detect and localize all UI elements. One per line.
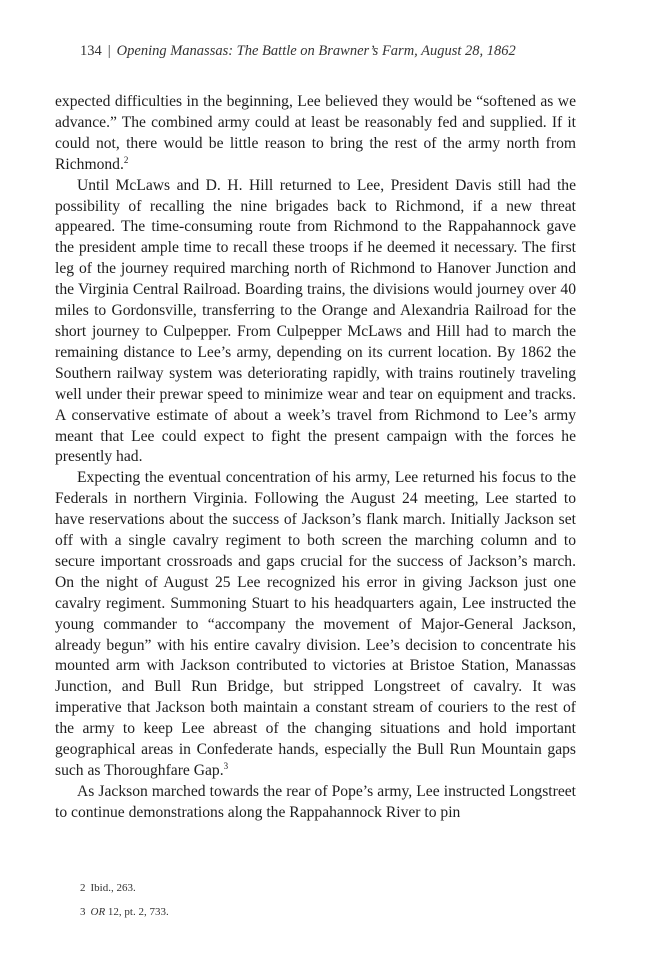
page-number: 134 [80,43,102,59]
paragraph-2 [55,176,576,469]
running-header [80,43,516,60]
footnote-3 [80,900,169,924]
footnote-ref-3: 3 [223,761,229,771]
footnote-text: Ibid., 263. [90,882,136,894]
paragraph-1-text: expected difficulties in the beginning, Lee believed they would be “softened as we advance.” The combined army could at least be reasonably fed and supplied. If it could not, there would be little reason to bring the rest of the army north from Richmond. [55,93,576,173]
footnotes [80,876,169,924]
running-title: Opening Manassas: The Battle on Brawner’s Farm, August 28, 1862 [116,43,516,59]
footnote-number: 3 [80,906,86,918]
footnote-2 [80,876,169,900]
paragraph-2-text: Until McLaws and D. H. Hill returned to Lee, President Davis still had the possibility of recalling the nine brigades back to Richmond, if a new threat appeared. The time-consuming route from Richmond to the Rappahannock gave the president ample time to recall these troops if he deemed it necessary. The first leg of the journey required marching north of Richmond to Hanover Junction and the Virginia Central Railroad. Boarding trains, the divisions would journey over 40 miles to Gordonsville, transferring to the Orange and Alexandria Railroad for the short journey to Culpepper. From Culpepper McLaws and Hill had to march the remaining distance to Lee’s army, depending on its current location. By 1862 the Southern railway system was deteriorating rapidly, with trains routinely traveling well under their prewar speed to minimize wear and tear on equipment and tracks. A conservative estimate of about a week’s travel from Richmond to Lee’s army meant that Lee could expect to fight the present campaign with the forces he presently had. [55,176,576,466]
footnote-number: 2 [80,882,86,894]
paragraph-4 [55,782,576,824]
paragraph-4-text: As Jackson marched towards the rear of Pope’s army, Lee instructed Longstreet to continue demonstrations along the Rappahannock River to pin [55,782,576,821]
body-text [55,92,576,824]
footnote-ref-2: 2 [123,154,129,165]
footnote-source-italic: OR [90,906,106,918]
paragraph-1 [55,92,576,176]
footnote-text: 12, pt. 2, 733. [105,906,169,918]
paragraph-3 [55,468,576,782]
header-separator: | [107,43,111,59]
paragraph-3-text: Expecting the eventual concentration of his army, Lee returned his focus to the Federals in northern Virginia. Following the August 24 meeting, Lee started to have reservations about the success of Jackson’s flank march. Initially Jackson set off with a single cavalry regiment to both screen the marching column and to secure important crossroads and gaps crucial for the success of Jackson’s march. On the night of August 25 Lee recognized his error in giving Jackson just one cavalry regiment. Summoning Stuart to his headquarters again, Lee instructed the young commander to “accompany the movement of Major-General Jackson, already begun” with his entire cavalry division. Lee’s decision to concentrate his mounted arm with Jackson contributed to victories at Bristoe Station, Manassas Junction, and Bull Run Bridge, but stripped Longstreet of cavalry. It was imperative that Jackson both maintain a constant stream of couriers to the rest of the army to keep Lee abreast of the changing situations and hold important geographical areas in Confederate hands, especially the Bull Run Mountain gaps such as Thoroughfare Gap. [55,469,576,779]
